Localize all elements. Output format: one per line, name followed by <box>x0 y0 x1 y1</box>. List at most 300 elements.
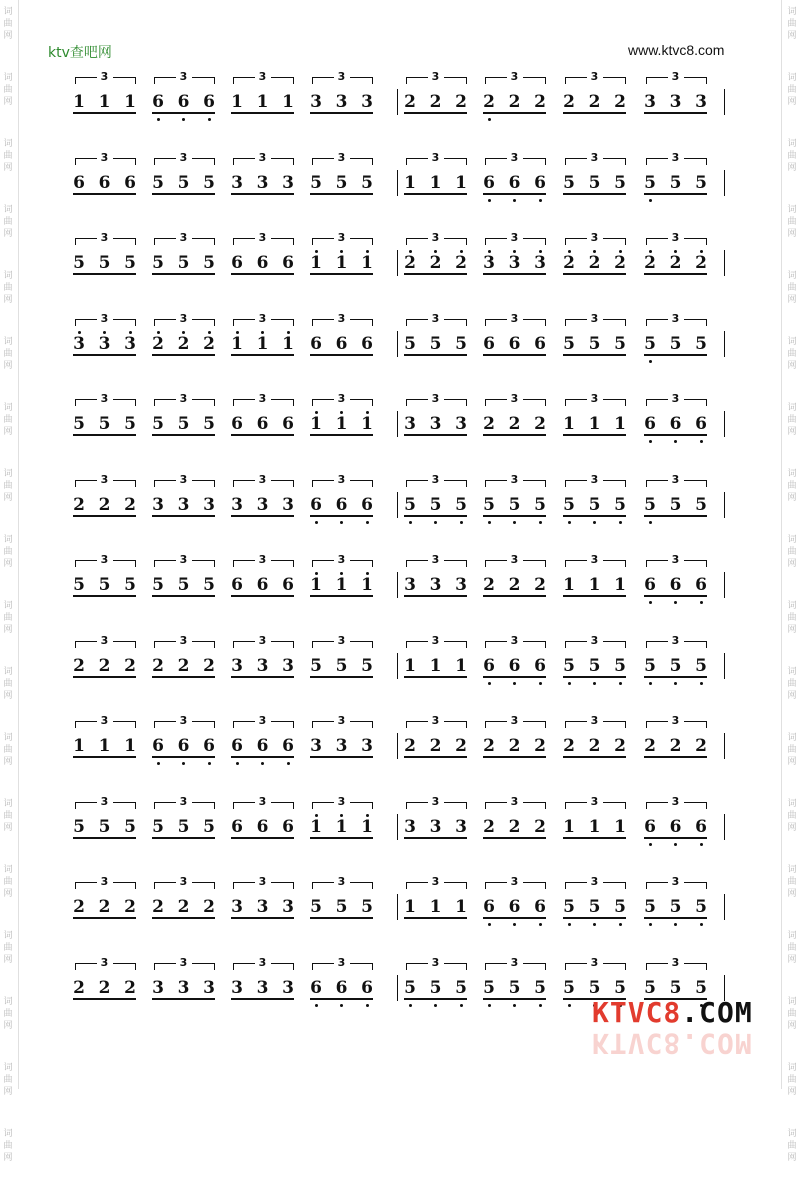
note-digit: 5 <box>404 333 416 354</box>
note-digit: 5 <box>644 897 656 917</box>
watermark-char: 词 <box>3 139 13 149</box>
note-digit: 2 <box>177 897 190 917</box>
note-digit: 1 <box>361 253 373 273</box>
eighth-underline <box>404 434 467 436</box>
eighth-underline <box>310 112 373 114</box>
watermark-char: 词 <box>3 535 13 545</box>
eighth-underline <box>644 112 707 114</box>
triplet-number: 3 <box>668 393 684 405</box>
octave-low-dot <box>568 1004 571 1007</box>
note-digit: 2 <box>124 977 136 998</box>
watermark-char: 词 <box>3 601 13 611</box>
octave-low-dot <box>568 923 571 926</box>
note-digit: 1 <box>124 736 136 756</box>
note-digit: 5 <box>335 172 348 193</box>
triplet-number: 3 <box>176 152 192 164</box>
eighth-underline <box>152 434 215 436</box>
triplet-number: 3 <box>587 474 603 486</box>
note-digit: 5 <box>588 897 601 917</box>
octave-high-dot <box>593 250 596 253</box>
triplet-number: 3 <box>255 876 271 888</box>
octave-high-dot <box>157 331 160 334</box>
note-digit: 2 <box>534 414 546 434</box>
triplet-number: 3 <box>176 957 192 969</box>
octave-low-dot <box>488 923 491 926</box>
watermark-char: 网 <box>787 1021 797 1031</box>
triplet-number: 3 <box>507 876 523 888</box>
octave-low-dot <box>488 118 491 121</box>
eighth-underline <box>483 273 546 275</box>
note-digit: 2 <box>98 655 111 676</box>
octave-high-dot <box>78 331 81 334</box>
watermark-char: 网 <box>3 163 13 173</box>
watermark-char: 曲 <box>787 1009 797 1019</box>
note-digit: 2 <box>588 736 601 756</box>
octave-low-dot <box>539 199 542 202</box>
note-digit: 5 <box>563 494 575 515</box>
eighth-underline <box>404 354 467 356</box>
triplet-number: 3 <box>97 957 113 969</box>
note-digit: 5 <box>644 494 656 515</box>
note-digit: 2 <box>203 333 215 354</box>
note-digit: 5 <box>203 816 215 837</box>
triplet-number: 3 <box>334 796 350 808</box>
watermark-char: 词 <box>787 931 797 941</box>
triplet-number: 3 <box>587 796 603 808</box>
octave-low-dot <box>539 1004 542 1007</box>
eighth-underline <box>231 515 294 517</box>
note-digit: 2 <box>404 736 416 756</box>
note-digit: 1 <box>310 575 322 595</box>
watermark-char: 网 <box>787 955 797 965</box>
triplet-number: 3 <box>334 957 350 969</box>
note-digit: 5 <box>152 575 164 595</box>
triplet-number: 3 <box>587 393 603 405</box>
watermark-char: 网 <box>787 691 797 701</box>
triplet-number: 3 <box>587 554 603 566</box>
note-digit: 6 <box>644 816 656 837</box>
bar-line <box>397 814 398 840</box>
eighth-underline <box>563 193 626 195</box>
watermark-char: 网 <box>3 625 13 635</box>
triplet-number: 3 <box>334 554 350 566</box>
note-digit: 3 <box>282 897 294 917</box>
watermark-group <box>786 1122 798 1188</box>
note-digit: 2 <box>534 736 546 756</box>
note-digit: 3 <box>256 172 269 193</box>
note-digit: 6 <box>695 414 707 434</box>
eighth-underline <box>231 917 294 919</box>
note-digit: 6 <box>177 92 190 112</box>
octave-high-dot <box>340 814 343 817</box>
triplet-number: 3 <box>255 313 271 325</box>
eighth-underline <box>231 354 294 356</box>
watermark-char: 曲 <box>787 217 797 227</box>
note-digit: 2 <box>177 333 190 354</box>
note-digit: 5 <box>614 655 626 676</box>
watermark-char: 网 <box>3 757 13 767</box>
eighth-underline <box>73 595 136 597</box>
watermark-char: 网 <box>787 625 797 635</box>
octave-low-dot <box>460 521 463 524</box>
note-digit: 5 <box>177 414 190 434</box>
note-digit: 6 <box>231 816 243 837</box>
triplet-number: 3 <box>668 152 684 164</box>
watermark-char: 词 <box>3 403 13 413</box>
note-digit: 1 <box>429 655 442 676</box>
note-digit: 3 <box>152 494 164 515</box>
watermark-char: 网 <box>787 229 797 239</box>
octave-low-dot <box>568 682 571 685</box>
note-digit: 3 <box>455 414 467 434</box>
eighth-underline <box>152 595 215 597</box>
bar-line-end <box>724 250 725 276</box>
note-digit: 5 <box>177 816 190 837</box>
triplet-number: 3 <box>97 393 113 405</box>
octave-high-dot <box>539 250 542 253</box>
octave-high-dot <box>236 331 239 334</box>
note-digit: 3 <box>429 414 442 434</box>
note-digit: 6 <box>256 414 269 434</box>
watermark-char: 曲 <box>787 745 797 755</box>
octave-low-dot <box>366 521 369 524</box>
note-digit: 3 <box>152 977 164 998</box>
note-digit: 3 <box>483 253 495 273</box>
octave-low-dot <box>513 682 516 685</box>
octave-low-dot <box>409 1004 412 1007</box>
note-digit: 2 <box>73 494 85 515</box>
note-digit: 5 <box>429 333 442 354</box>
bar-line <box>397 170 398 196</box>
bar-line <box>397 572 398 598</box>
note-digit: 5 <box>361 655 373 676</box>
watermark-char: 词 <box>787 799 797 809</box>
note-digit: 3 <box>455 575 467 595</box>
watermark-char: 词 <box>787 403 797 413</box>
eighth-underline <box>231 193 294 195</box>
watermark-char: 曲 <box>787 151 797 161</box>
octave-low-dot <box>208 762 211 765</box>
note-digit: 6 <box>508 333 521 354</box>
note-digit: 2 <box>455 736 467 756</box>
note-digit: 3 <box>177 977 190 998</box>
note-digit: 2 <box>508 414 521 434</box>
triplet-number: 3 <box>176 393 192 405</box>
note-digit: 5 <box>614 494 626 515</box>
eighth-underline <box>73 837 136 839</box>
octave-low-dot <box>649 923 652 926</box>
note-digit: 6 <box>644 414 656 434</box>
triplet-number: 3 <box>255 71 271 83</box>
note-digit: 1 <box>404 655 416 676</box>
watermark-char: 词 <box>3 1129 13 1139</box>
note-digit: 5 <box>669 655 682 676</box>
eighth-underline <box>73 273 136 275</box>
note-digit: 5 <box>508 977 521 998</box>
bar-line <box>397 894 398 920</box>
note-digit: 5 <box>73 253 85 273</box>
watermark-char: 曲 <box>3 877 13 887</box>
watermark-char: 词 <box>3 733 13 743</box>
triplet-number: 3 <box>176 232 192 244</box>
site-url-header[interactable]: www.ktvc8.com <box>628 42 725 58</box>
triplet-number: 3 <box>176 474 192 486</box>
octave-high-dot <box>315 250 318 253</box>
triplet-number: 3 <box>176 635 192 647</box>
triplet-number: 3 <box>428 474 444 486</box>
watermark-char: 网 <box>787 1153 797 1163</box>
note-digit: 5 <box>124 816 136 837</box>
watermark-char: 曲 <box>3 1075 13 1085</box>
note-digit: 5 <box>695 333 707 354</box>
note-digit: 3 <box>669 92 682 112</box>
eighth-underline <box>310 515 373 517</box>
watermark-char: 曲 <box>3 85 13 95</box>
watermark-char: 词 <box>3 337 13 347</box>
note-digit: 6 <box>98 172 111 193</box>
note-digit: 2 <box>644 253 656 273</box>
triplet-number: 3 <box>507 232 523 244</box>
note-digit: 5 <box>73 816 85 837</box>
octave-low-dot <box>488 682 491 685</box>
note-digit: 3 <box>231 494 243 515</box>
note-digit: 1 <box>429 172 442 193</box>
eighth-underline <box>73 756 136 758</box>
eighth-underline <box>73 193 136 195</box>
octave-low-dot <box>434 521 437 524</box>
note-digit: 3 <box>203 977 215 998</box>
watermark-char: 曲 <box>3 415 13 425</box>
note-digit: 5 <box>152 414 164 434</box>
eighth-underline <box>231 837 294 839</box>
eighth-underline <box>73 917 136 919</box>
octave-low-dot <box>182 118 185 121</box>
note-digit: 3 <box>282 172 294 193</box>
triplet-number: 3 <box>176 313 192 325</box>
note-digit: 3 <box>361 92 373 112</box>
note-digit: 6 <box>310 333 322 354</box>
watermark-char: 词 <box>787 997 797 1007</box>
octave-high-dot <box>649 250 652 253</box>
eighth-underline <box>563 917 626 919</box>
octave-low-dot <box>649 843 652 846</box>
note-digit: 6 <box>282 816 294 837</box>
triplet-number: 3 <box>668 474 684 486</box>
octave-low-dot <box>539 521 542 524</box>
watermark-char: 词 <box>3 271 13 281</box>
note-digit: 1 <box>614 816 626 837</box>
eighth-underline <box>231 434 294 436</box>
note-digit: 2 <box>429 736 442 756</box>
eighth-underline <box>404 837 467 839</box>
eighth-underline <box>483 434 546 436</box>
triplet-number: 3 <box>176 876 192 888</box>
triplet-number: 3 <box>255 635 271 647</box>
site-logo <box>592 998 753 1028</box>
bar-line <box>397 653 398 679</box>
note-digit: 5 <box>177 172 190 193</box>
note-digit: 6 <box>282 736 294 756</box>
watermark-char: 网 <box>3 493 13 503</box>
triplet-number: 3 <box>428 393 444 405</box>
watermark-char: 网 <box>787 1087 797 1097</box>
eighth-underline <box>483 112 546 114</box>
octave-low-dot <box>488 199 491 202</box>
note-digit: 1 <box>563 414 575 434</box>
note-digit: 6 <box>508 655 521 676</box>
triplet-number: 3 <box>668 71 684 83</box>
note-digit: 1 <box>98 92 111 112</box>
note-digit: 6 <box>669 816 682 837</box>
eighth-underline <box>231 273 294 275</box>
watermark-char: 网 <box>787 757 797 767</box>
note-digit: 6 <box>483 897 495 917</box>
triplet-number: 3 <box>428 876 444 888</box>
eighth-underline <box>404 917 467 919</box>
watermark-char: 网 <box>3 889 13 899</box>
triplet-number: 3 <box>587 715 603 727</box>
eighth-underline <box>644 676 707 678</box>
octave-low-dot <box>619 682 622 685</box>
note-digit: 5 <box>124 575 136 595</box>
note-digit: 2 <box>669 736 682 756</box>
triplet-number: 3 <box>668 715 684 727</box>
octave-high-dot <box>488 250 491 253</box>
note-digit: 2 <box>483 736 495 756</box>
watermark-char: 词 <box>3 7 13 17</box>
note-digit: 3 <box>695 92 707 112</box>
note-digit: 1 <box>588 816 601 837</box>
eighth-underline <box>563 837 626 839</box>
note-digit: 5 <box>152 253 164 273</box>
note-digit: 1 <box>361 816 373 837</box>
octave-high-dot <box>568 250 571 253</box>
eighth-underline <box>73 354 136 356</box>
note-digit: 6 <box>534 333 546 354</box>
note-digit: 1 <box>404 897 416 917</box>
watermark-char: 网 <box>787 493 797 503</box>
note-digit: 5 <box>483 494 495 515</box>
note-digit: 2 <box>695 736 707 756</box>
note-digit: 6 <box>483 172 495 193</box>
watermark-char: 词 <box>787 337 797 347</box>
octave-high-dot <box>315 411 318 414</box>
note-digit: 2 <box>73 977 85 998</box>
note-digit: 2 <box>508 816 521 837</box>
note-digit: 5 <box>669 172 682 193</box>
note-digit: 3 <box>404 575 416 595</box>
bar-line <box>397 331 398 357</box>
site-name-header[interactable]: ktv查吧网 <box>48 45 112 61</box>
note-digit: 5 <box>508 494 521 515</box>
triplet-number: 3 <box>97 232 113 244</box>
note-digit: 6 <box>534 655 546 676</box>
note-digit: 3 <box>429 816 442 837</box>
octave-low-dot <box>539 682 542 685</box>
note-digit: 3 <box>124 333 136 354</box>
note-digit: 5 <box>563 897 575 917</box>
note-digit: 6 <box>152 736 164 756</box>
octave-low-dot <box>513 1004 516 1007</box>
note-digit: 1 <box>310 253 322 273</box>
note-digit: 1 <box>588 414 601 434</box>
eighth-underline <box>483 676 546 678</box>
triplet-number: 3 <box>507 474 523 486</box>
octave-low-dot <box>340 1004 343 1007</box>
note-digit: 5 <box>98 575 111 595</box>
note-digit: 1 <box>231 92 243 112</box>
note-digit: 5 <box>152 172 164 193</box>
watermark-char: 网 <box>787 163 797 173</box>
eighth-underline <box>310 434 373 436</box>
octave-low-dot <box>513 923 516 926</box>
note-digit: 6 <box>361 494 373 515</box>
note-digit: 1 <box>335 253 348 273</box>
eighth-underline <box>404 515 467 517</box>
note-digit: 5 <box>669 897 682 917</box>
eighth-underline <box>483 756 546 758</box>
eighth-underline <box>563 112 626 114</box>
octave-high-dot <box>340 572 343 575</box>
note-digit: 5 <box>152 816 164 837</box>
eighth-underline <box>563 273 626 275</box>
triplet-number: 3 <box>334 876 350 888</box>
note-digit: 3 <box>256 897 269 917</box>
triplet-number: 3 <box>428 554 444 566</box>
bar-line <box>397 411 398 437</box>
octave-low-dot <box>315 1004 318 1007</box>
note-digit: 2 <box>152 655 164 676</box>
octave-high-dot <box>460 250 463 253</box>
watermark-char: 词 <box>787 7 797 17</box>
note-digit: 5 <box>98 414 111 434</box>
watermark-char: 词 <box>787 469 797 479</box>
eighth-underline <box>152 354 215 356</box>
octave-low-dot <box>409 521 412 524</box>
octave-low-dot <box>460 1004 463 1007</box>
note-digit: 5 <box>695 977 707 998</box>
octave-low-dot <box>488 1004 491 1007</box>
triplet-number: 3 <box>587 71 603 83</box>
note-digit: 5 <box>588 333 601 354</box>
watermark-char: 曲 <box>787 85 797 95</box>
note-digit: 1 <box>614 414 626 434</box>
octave-low-dot <box>700 843 703 846</box>
octave-low-dot <box>434 1004 437 1007</box>
watermark-char: 曲 <box>787 283 797 293</box>
octave-low-dot <box>340 521 343 524</box>
eighth-underline <box>644 917 707 919</box>
note-digit: 5 <box>563 655 575 676</box>
eighth-underline <box>644 515 707 517</box>
triplet-number: 3 <box>507 393 523 405</box>
octave-high-dot <box>366 411 369 414</box>
note-digit: 3 <box>310 736 322 756</box>
eighth-underline <box>483 193 546 195</box>
note-digit: 1 <box>256 92 269 112</box>
triplet-number: 3 <box>255 957 271 969</box>
eighth-underline <box>310 917 373 919</box>
octave-low-dot <box>539 923 542 926</box>
watermark-char: 网 <box>3 823 13 833</box>
watermark-char: 网 <box>3 1153 13 1163</box>
octave-high-dot <box>366 250 369 253</box>
note-digit: 3 <box>335 92 348 112</box>
note-digit: 3 <box>256 977 269 998</box>
octave-high-dot <box>315 814 318 817</box>
eighth-underline <box>563 756 626 758</box>
eighth-underline <box>231 998 294 1000</box>
